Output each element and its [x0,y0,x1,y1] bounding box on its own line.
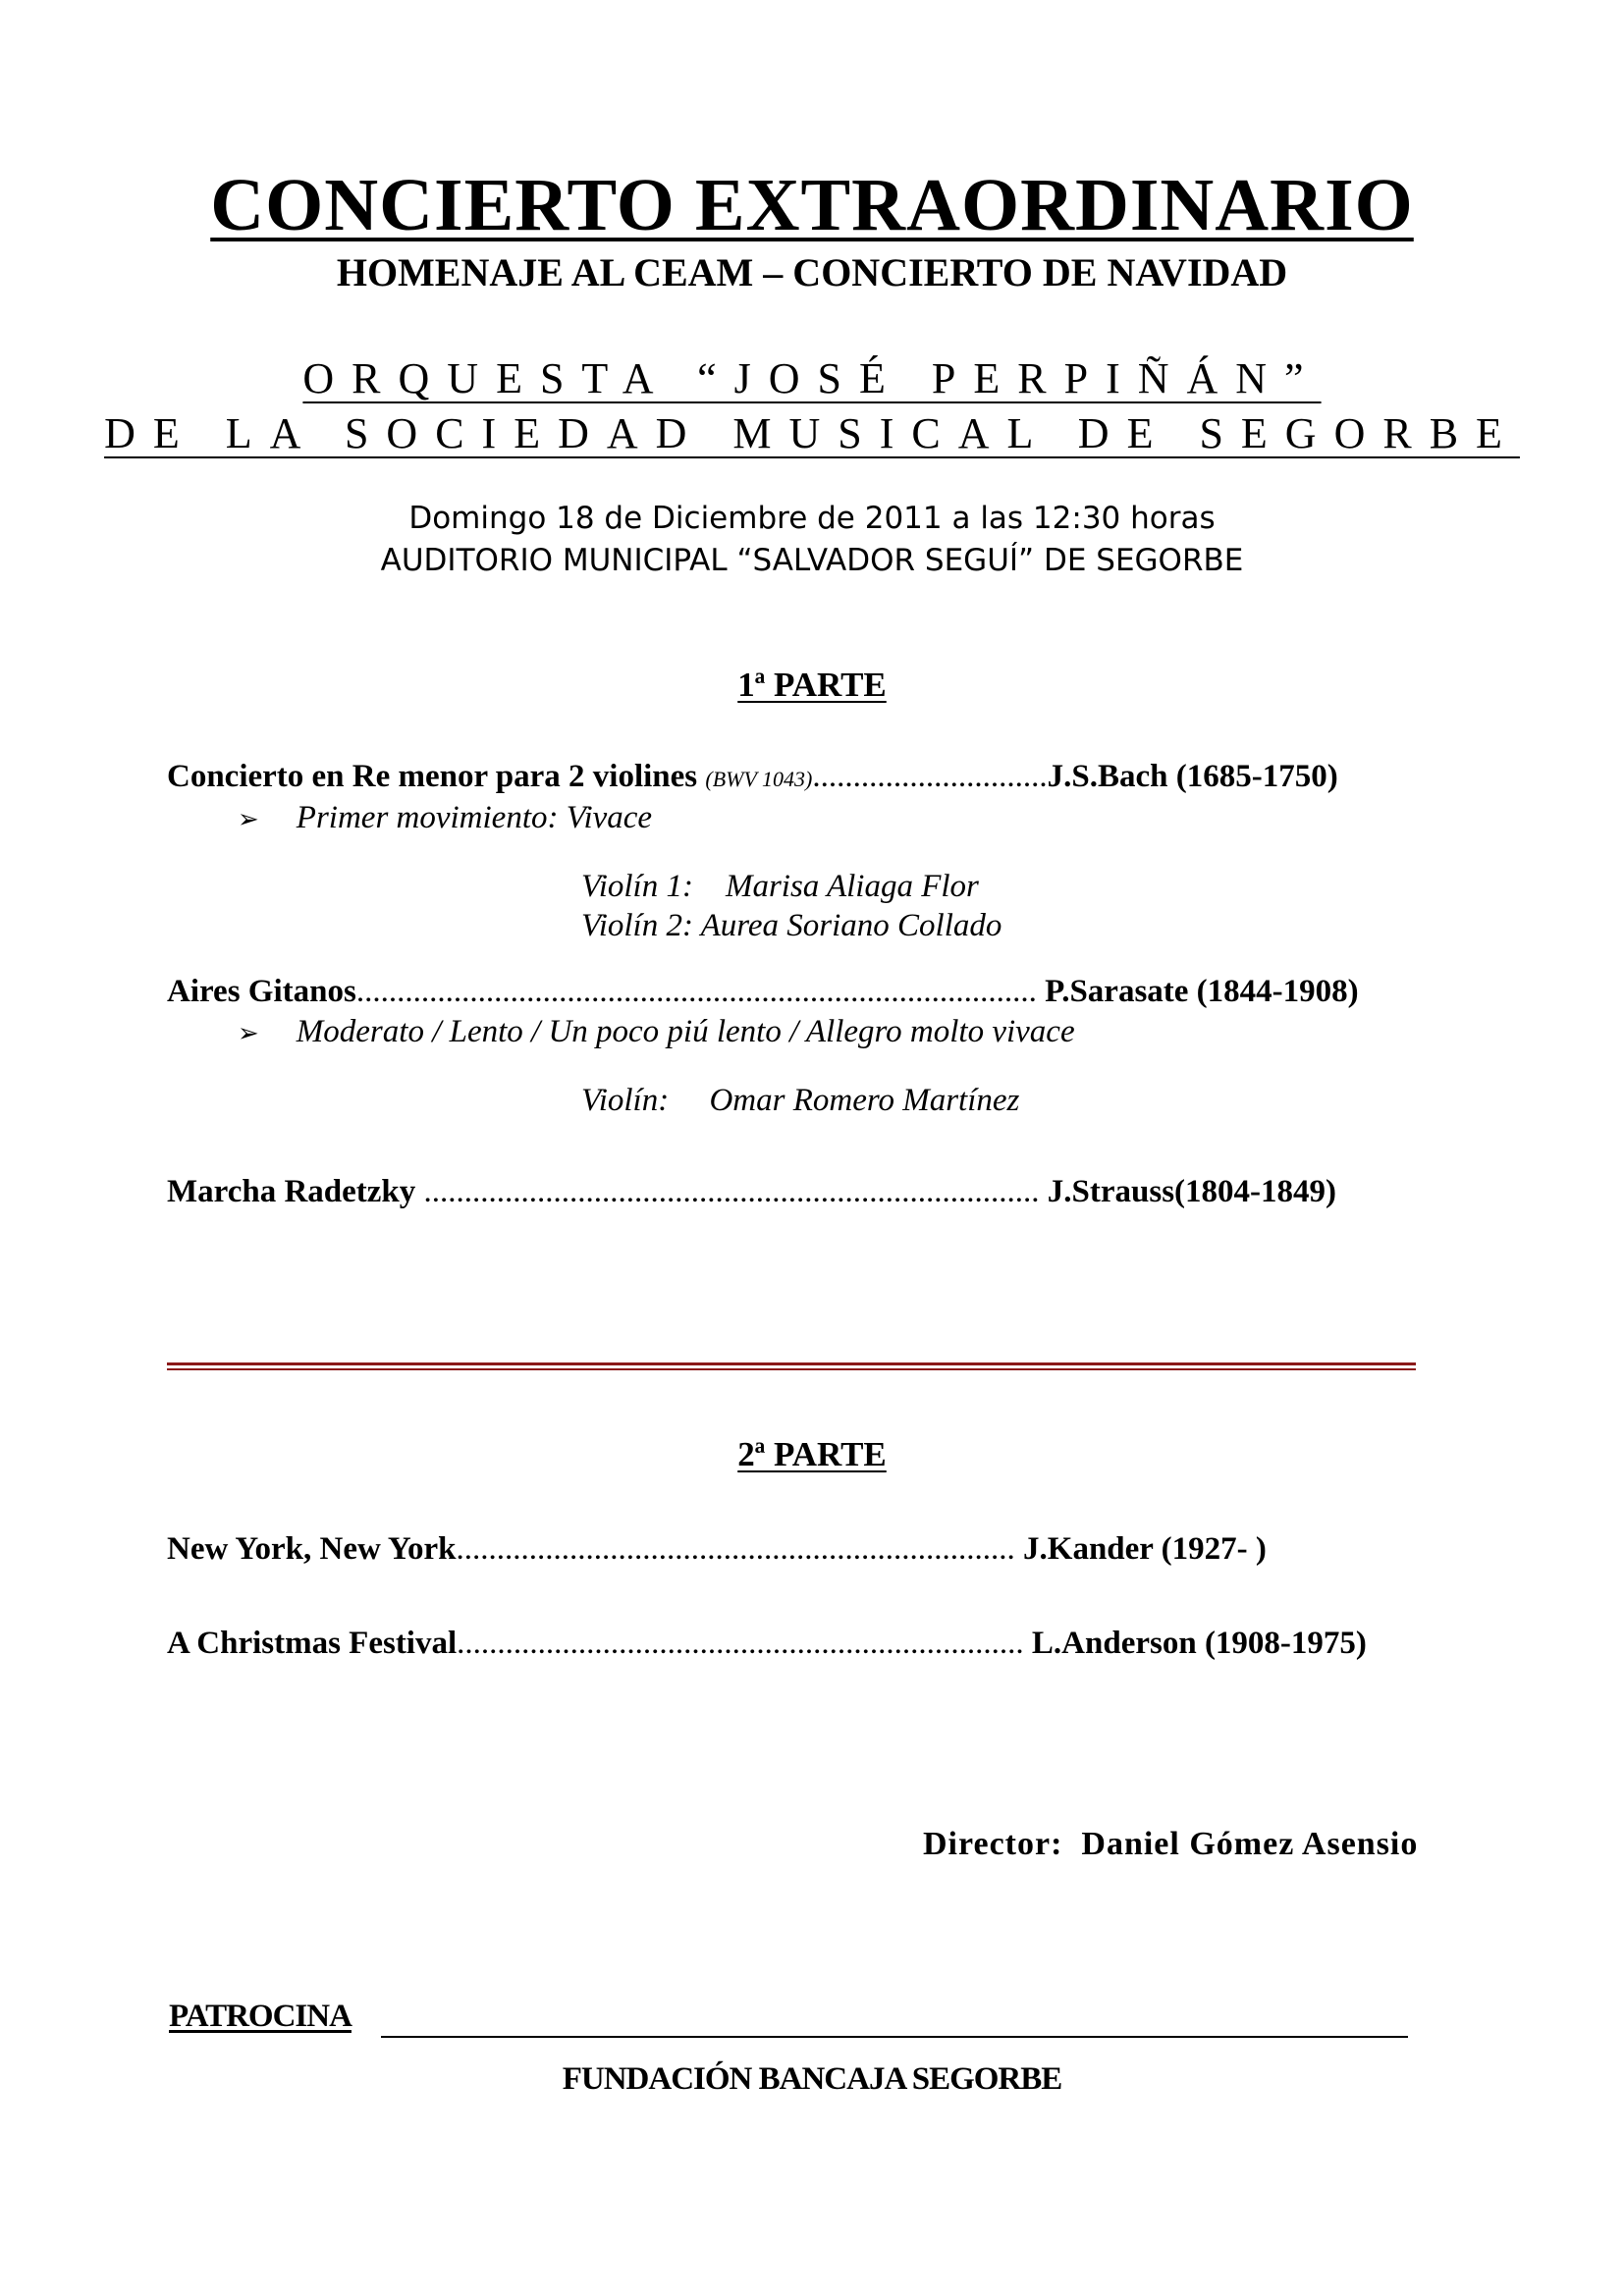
leader-dots: ............................................................................ [423,1174,1040,1209]
piece-composer: J.Strauss(1804-1849) [1039,1174,1337,1209]
event-date: Domingo 18 de Diciembre de 2011 a las 12:30 horas [408,501,1216,536]
sponsor-name: FUNDACIÓN BANCAJA SEGORBE [562,2061,1062,2097]
sponsor-rule [381,2036,1408,2038]
soloist-line: Violín: Omar Romero Martínez [581,1083,1020,1118]
leader-dots: ...................................................................... [457,1626,1024,1661]
orchestra-name: ORQUESTA “JOSÉ PERPIÑÁN” [302,354,1322,402]
piece-title: Marcha Radetzky [167,1174,424,1209]
soloist-line: Violín 2: Aurea Soriano Collado [581,908,1002,943]
movement-text: Primer movimiento: Vivace [296,800,653,835]
program-item [167,1531,1473,1568]
movement-line [238,1014,1075,1050]
director-credit: Director: Daniel Gómez Asensio [923,1826,1419,1862]
section-divider [167,1362,1416,1370]
piece-composer: J.Kander (1927- ) [1014,1531,1267,1567]
event-venue: AUDITORIO MUNICIPAL “SALVADOR SEGUÍ” DE SEGORBE [380,543,1244,578]
arrow-bullet-icon: ➢ [238,805,259,834]
part2-heading: 2ª PARTE [737,1435,887,1473]
piece-composer: L.Anderson (1908-1975) [1023,1626,1367,1661]
piece-title: New York, New York [167,1531,457,1567]
sponsor-label: PATROCINA [169,1999,352,2034]
piece-title: A Christmas Festival [167,1626,458,1661]
program-item [167,759,1473,795]
piece-title: Concierto en Re menor para 2 violines [167,759,706,794]
soloist-line: Violín 1: Marisa Aliaga Flor [581,869,979,904]
leader-dots: ..................................................................... [456,1531,1015,1567]
program-item [167,1626,1473,1662]
leader-dots: .................................................................................... [355,974,1037,1009]
piece-catalog-note: (BWV 1043) [705,767,813,791]
part1-heading: 1ª PARTE [737,666,887,704]
piece-composer: P.Sarasate (1844-1908) [1036,974,1359,1009]
arrow-bullet-icon: ➢ [238,1019,259,1048]
piece-composer: J.S.Bach (1685-1750) [1047,759,1338,794]
program-item [167,1174,1473,1210]
orchestra-society: DE LA SOCIEDAD MUSICAL DE SEGORBE [104,409,1520,457]
movement-line [238,800,652,836]
movement-text: Moderato / Lento / Un poco piú lento / Allegro molto vivace [296,1014,1075,1049]
piece-title: Aires Gitanos [167,974,356,1009]
leader-dots: ............................. [812,759,1048,794]
concert-title: CONCIERTO EXTRAORDINARIO [210,164,1414,246]
program-item [167,974,1473,1010]
concert-subtitle: HOMENAJE AL CEAM – CONCIERTO DE NAVIDAD [336,250,1288,294]
